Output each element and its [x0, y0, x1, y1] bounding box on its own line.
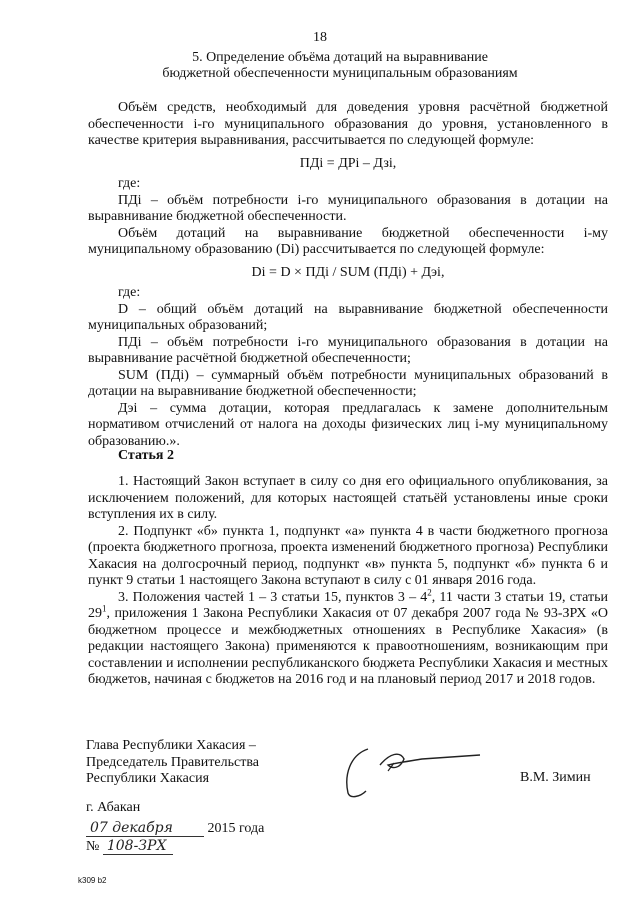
number-prefix: №	[86, 839, 100, 854]
article-item: 2. Подпункт «б» пункта 1, подпункт «а» пункта 4 в части бюджетного прогноза (проекта бюджетного прогноза, проекта изменений бюджетного прогноза) Республики Хакасия на долгосрочный период, подпункт «в» пункта 5, подпункт «б» пункта 6 и пункт 9 статьи 1 настоящего Закона вступают в силу с 01 января 2016 года.	[88, 523, 608, 588]
article-item: 3. Положения частей 1 – 3 статьи 15, пунктов $3 - 4^2$, 11 части 3 статьи 19, статьи $29^1$, приложения 1 Закона Республики Хакасия от 07 декабря 2007 года № 93-ЗРХ «О бюджетном процессе и межбюджетных отношениях в Республике Хакасия» (в редакции настоящего Закона) применяются к правоотношениям, возникающим при составлении и исполнении республиканского бюджета Республики Хакасия и местных бюджетов, начиная с бюджетов на 2016 год и на плановый период 2017 и 2018 годов.	[88, 586, 608, 687]
where-label: где:	[118, 285, 141, 300]
handwritten-date: 07 декабря	[86, 820, 204, 837]
definition: Дэi – сумма дотации, которая предлагалась к замене дополнительным нормативом отчислений от налога на доходы физических лиц i-му муниципальному образованию.».	[88, 400, 608, 449]
signatory-name: В.М. Зимин	[520, 770, 591, 785]
article-heading: Статья 2	[118, 448, 174, 463]
date-suffix: 2015 года	[207, 821, 265, 836]
handwritten-number: 108-ЗРХ	[103, 838, 173, 855]
handwritten-signature	[330, 735, 510, 805]
formula: Di = D × ПДi / SUM (ПДi) + Дэi,	[251, 264, 445, 280]
date-line	[86, 820, 264, 837]
page-number: 18	[313, 30, 327, 45]
section-title	[80, 50, 600, 82]
definition: D – общий объём дотаций на выравнивание бюджетной обеспеченности муниципальных образований;	[88, 301, 608, 333]
section-title-line1: 5. Определение объёма дотаций на выравнивание	[192, 50, 488, 65]
signatory-position: Глава Республики Хакасия – Председатель Правительства Республики Хакасия	[86, 738, 259, 786]
paragraph: Объём дотаций на выравнивание бюджетной обеспеченности i-му муниципальному образованию (Di) рассчитывается по следующей формуле:	[88, 225, 608, 257]
article-body	[88, 474, 608, 689]
footer-code: k309 b2	[78, 876, 107, 885]
section-body	[88, 100, 608, 450]
definition: ПДi – объём потребности i-го муниципального образования в дотации на выравнивание бюджетной обеспеченности.	[88, 192, 608, 224]
article-item: 1. Настоящий Закон вступает в силу со дня его официального опубликования, за исключением положений, для которых настоящей статьёй установлены иные сроки вступления их в силу.	[88, 474, 608, 522]
number-line	[86, 838, 173, 855]
definition: SUM (ПДi) – суммарный объём потребности муниципальных образований в дотации на выравнивание бюджетной обеспеченности;	[88, 367, 608, 399]
paragraph: Объём средств, необходимый для доведения уровня расчётной бюджетной обеспеченности i-го муниципального образования до уровня, установленного в качестве критерия выравнивания, рассчитывается по следующей формуле:	[88, 100, 608, 148]
definition: ПДi – объём потребности i-го муниципального образования в дотации на выравнивание расчётной бюджетной обеспеченности;	[88, 334, 608, 366]
where-label: где:	[118, 176, 141, 191]
place: г. Абакан	[86, 800, 141, 815]
formula: ПДi = ДРi – Дзi,	[299, 155, 397, 171]
section-title-line2: бюджетной обеспеченности муниципальным образованиям	[162, 66, 518, 81]
